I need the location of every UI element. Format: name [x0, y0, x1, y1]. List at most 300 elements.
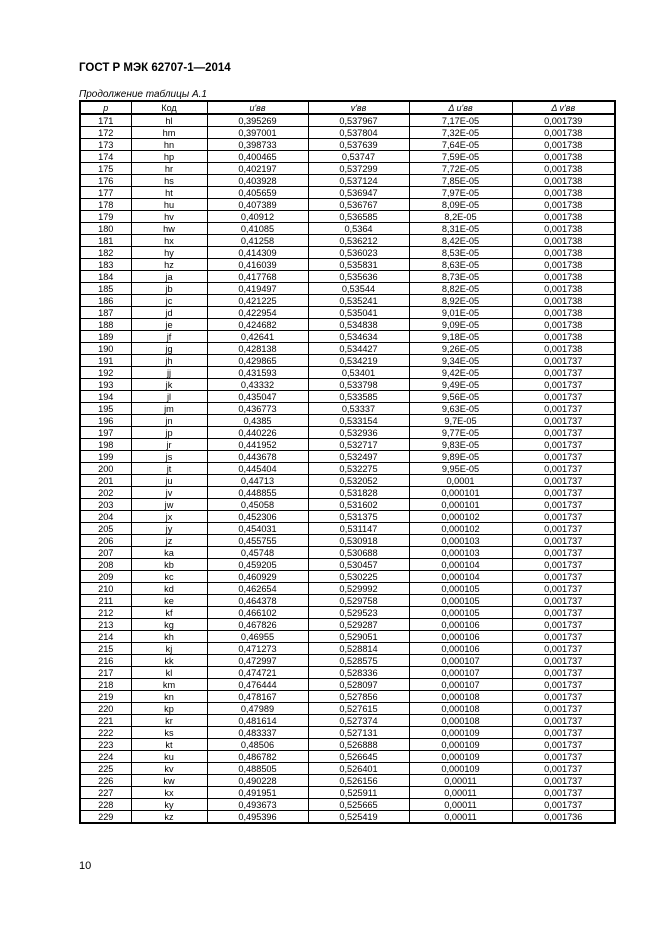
cell-delta-u: 0,000104	[409, 571, 512, 583]
cell-delta-v: 0,001738	[512, 307, 615, 319]
cell-delta-v: 0,001738	[512, 139, 615, 151]
table-row	[80, 259, 615, 271]
table-row	[80, 703, 615, 715]
column-header-v: v'вв	[308, 101, 409, 114]
cell-u: 0,46955	[207, 631, 308, 643]
table-row	[80, 355, 615, 367]
cell-p: 206	[80, 535, 131, 547]
cell-p: 217	[80, 667, 131, 679]
cell-u: 0,416039	[207, 259, 308, 271]
cell-u: 0,429865	[207, 355, 308, 367]
cell-code: kr	[131, 715, 207, 727]
cell-delta-v: 0,001737	[512, 475, 615, 487]
cell-code: kb	[131, 559, 207, 571]
cell-u: 0,417768	[207, 271, 308, 283]
cell-code: jl	[131, 391, 207, 403]
cell-v: 0,530918	[308, 535, 409, 547]
cell-code: ja	[131, 271, 207, 283]
cell-p: 179	[80, 211, 131, 223]
cell-delta-u: 9,83E-05	[409, 439, 512, 451]
cell-delta-u: 0,000103	[409, 547, 512, 559]
table-row	[80, 187, 615, 199]
cell-delta-v: 0,001738	[512, 319, 615, 331]
cell-code: kk	[131, 655, 207, 667]
cell-p: 203	[80, 499, 131, 511]
cell-p: 207	[80, 547, 131, 559]
table-row	[80, 139, 615, 151]
table-row	[80, 463, 615, 475]
cell-u: 0,493673	[207, 799, 308, 811]
cell-u: 0,490228	[207, 775, 308, 787]
cell-delta-u: 0,000107	[409, 655, 512, 667]
table-row	[80, 499, 615, 511]
cell-delta-u: 9,77E-05	[409, 427, 512, 439]
cell-code: kz	[131, 811, 207, 824]
cell-u: 0,45748	[207, 547, 308, 559]
cell-u: 0,395269	[207, 114, 308, 127]
table-row	[80, 559, 615, 571]
cell-p: 178	[80, 199, 131, 211]
cell-u: 0,397001	[207, 127, 308, 139]
cell-v: 0,530688	[308, 547, 409, 559]
cell-code: kf	[131, 607, 207, 619]
cell-delta-u: 0,000109	[409, 751, 512, 763]
cell-p: 192	[80, 367, 131, 379]
cell-u: 0,403928	[207, 175, 308, 187]
cell-v: 0,525665	[308, 799, 409, 811]
cell-delta-u: 7,72E-05	[409, 163, 512, 175]
cell-v: 0,531602	[308, 499, 409, 511]
cell-u: 0,454031	[207, 523, 308, 535]
table-row	[80, 379, 615, 391]
cell-code: jp	[131, 427, 207, 439]
cell-delta-u: 9,26E-05	[409, 343, 512, 355]
cell-u: 0,40912	[207, 211, 308, 223]
cell-code: hs	[131, 175, 207, 187]
cell-p: 210	[80, 583, 131, 595]
page-number: 10	[79, 860, 92, 872]
table-row	[80, 487, 615, 499]
cell-delta-u: 0,000103	[409, 535, 512, 547]
cell-delta-u: 9,89E-05	[409, 451, 512, 463]
cell-code: hv	[131, 211, 207, 223]
cell-v: 0,536947	[308, 187, 409, 199]
cell-u: 0,407389	[207, 199, 308, 211]
cell-p: 189	[80, 331, 131, 343]
cell-u: 0,474721	[207, 667, 308, 679]
cell-v: 0,526645	[308, 751, 409, 763]
cell-p: 171	[80, 114, 131, 127]
cell-v: 0,53747	[308, 151, 409, 163]
cell-delta-v: 0,001737	[512, 763, 615, 775]
cell-p: 185	[80, 283, 131, 295]
cell-code: kg	[131, 619, 207, 631]
cell-delta-v: 0,001737	[512, 751, 615, 763]
table-row	[80, 271, 615, 283]
cell-code: kw	[131, 775, 207, 787]
cell-u: 0,459205	[207, 559, 308, 571]
cell-delta-u: 8,82E-05	[409, 283, 512, 295]
cell-code: ju	[131, 475, 207, 487]
cell-u: 0,48506	[207, 739, 308, 751]
cell-code: ke	[131, 595, 207, 607]
cell-p: 212	[80, 607, 131, 619]
cell-v: 0,533154	[308, 415, 409, 427]
cell-delta-v: 0,001737	[512, 535, 615, 547]
table-row	[80, 247, 615, 259]
cell-u: 0,436773	[207, 403, 308, 415]
table-row	[80, 343, 615, 355]
cell-code: hr	[131, 163, 207, 175]
cell-p: 184	[80, 271, 131, 283]
cell-code: kt	[131, 739, 207, 751]
cell-u: 0,421225	[207, 295, 308, 307]
table-row	[80, 427, 615, 439]
cell-delta-v: 0,001737	[512, 487, 615, 499]
cell-p: 214	[80, 631, 131, 643]
cell-p: 182	[80, 247, 131, 259]
cell-delta-v: 0,001737	[512, 367, 615, 379]
cell-p: 222	[80, 727, 131, 739]
cell-code: kl	[131, 667, 207, 679]
cell-p: 197	[80, 427, 131, 439]
cell-delta-v: 0,001737	[512, 415, 615, 427]
cell-code: kd	[131, 583, 207, 595]
cell-p: 177	[80, 187, 131, 199]
cell-code: ka	[131, 547, 207, 559]
cell-u: 0,42641	[207, 331, 308, 343]
cell-delta-v: 0,001737	[512, 715, 615, 727]
cell-code: jv	[131, 487, 207, 499]
table-row	[80, 763, 615, 775]
table-row	[80, 691, 615, 703]
cell-delta-u: 9,63E-05	[409, 403, 512, 415]
cell-delta-u: 8,42E-05	[409, 235, 512, 247]
cell-delta-u: 0,000109	[409, 763, 512, 775]
cell-delta-u: 0,000107	[409, 679, 512, 691]
table-row	[80, 211, 615, 223]
cell-delta-u: 0,000101	[409, 499, 512, 511]
cell-delta-v: 0,001738	[512, 283, 615, 295]
cell-v: 0,534634	[308, 331, 409, 343]
cell-delta-u: 0,000105	[409, 607, 512, 619]
cell-u: 0,4385	[207, 415, 308, 427]
cell-delta-v: 0,001737	[512, 667, 615, 679]
cell-v: 0,534427	[308, 343, 409, 355]
cell-delta-v: 0,001737	[512, 499, 615, 511]
cell-delta-u: 0,000109	[409, 727, 512, 739]
cell-delta-v: 0,001737	[512, 523, 615, 535]
cell-code: jx	[131, 511, 207, 523]
cell-p: 173	[80, 139, 131, 151]
cell-u: 0,443678	[207, 451, 308, 463]
cell-p: 188	[80, 319, 131, 331]
cell-v: 0,534219	[308, 355, 409, 367]
cell-delta-v: 0,001737	[512, 559, 615, 571]
cell-u: 0,398733	[207, 139, 308, 151]
table-row	[80, 295, 615, 307]
cell-p: 191	[80, 355, 131, 367]
cell-v: 0,532717	[308, 439, 409, 451]
cell-v: 0,535831	[308, 259, 409, 271]
cell-v: 0,526401	[308, 763, 409, 775]
cell-v: 0,536585	[308, 211, 409, 223]
cell-p: 221	[80, 715, 131, 727]
cell-code: jd	[131, 307, 207, 319]
table-row	[80, 751, 615, 763]
cell-delta-u: 0,000105	[409, 595, 512, 607]
cell-u: 0,462654	[207, 583, 308, 595]
cell-p: 208	[80, 559, 131, 571]
cell-u: 0,428138	[207, 343, 308, 355]
cell-u: 0,460929	[207, 571, 308, 583]
cell-delta-v: 0,001738	[512, 271, 615, 283]
cell-delta-v: 0,001737	[512, 679, 615, 691]
cell-delta-v: 0,001737	[512, 547, 615, 559]
document-header: ГОСТ Р МЭК 62707-1—2014	[79, 62, 231, 74]
cell-delta-u: 0,000107	[409, 667, 512, 679]
cell-delta-v: 0,001737	[512, 451, 615, 463]
cell-v: 0,537124	[308, 175, 409, 187]
cell-v: 0,526156	[308, 775, 409, 787]
cell-u: 0,441952	[207, 439, 308, 451]
cell-u: 0,445404	[207, 463, 308, 475]
cell-v: 0,531147	[308, 523, 409, 535]
cell-delta-u: 8,63E-05	[409, 259, 512, 271]
cell-p: 199	[80, 451, 131, 463]
cell-u: 0,400465	[207, 151, 308, 163]
cell-u: 0,452306	[207, 511, 308, 523]
cell-code: jk	[131, 379, 207, 391]
table-row	[80, 175, 615, 187]
table-row	[80, 727, 615, 739]
cell-u: 0,431593	[207, 367, 308, 379]
cell-v: 0,532052	[308, 475, 409, 487]
cell-delta-v: 0,001737	[512, 571, 615, 583]
cell-u: 0,448855	[207, 487, 308, 499]
table-row	[80, 511, 615, 523]
cell-u: 0,41085	[207, 223, 308, 235]
cell-u: 0,472997	[207, 655, 308, 667]
cell-v: 0,528336	[308, 667, 409, 679]
cell-delta-v: 0,001737	[512, 511, 615, 523]
cell-delta-u: 8,73E-05	[409, 271, 512, 283]
column-header-code: Код	[131, 101, 207, 114]
table-row	[80, 799, 615, 811]
cell-delta-v: 0,001737	[512, 643, 615, 655]
cell-delta-u: 0,000108	[409, 703, 512, 715]
table-row	[80, 223, 615, 235]
cell-code: km	[131, 679, 207, 691]
cell-delta-v: 0,001737	[512, 439, 615, 451]
cell-code: jj	[131, 367, 207, 379]
cell-delta-u: 8,09E-05	[409, 199, 512, 211]
cell-code: kj	[131, 643, 207, 655]
cell-v: 0,527856	[308, 691, 409, 703]
cell-delta-v: 0,001737	[512, 463, 615, 475]
cell-delta-u: 0,000105	[409, 583, 512, 595]
cell-delta-u: 9,18E-05	[409, 331, 512, 343]
cell-v: 0,536212	[308, 235, 409, 247]
cell-u: 0,495396	[207, 811, 308, 824]
cell-v: 0,5364	[308, 223, 409, 235]
table-row	[80, 715, 615, 727]
cell-u: 0,402197	[207, 163, 308, 175]
cell-delta-v: 0,001737	[512, 727, 615, 739]
cell-code: jy	[131, 523, 207, 535]
cell-v: 0,532275	[308, 463, 409, 475]
cell-v: 0,529287	[308, 619, 409, 631]
cell-code: hu	[131, 199, 207, 211]
cell-code: ku	[131, 751, 207, 763]
cell-delta-v: 0,001737	[512, 355, 615, 367]
cell-u: 0,481614	[207, 715, 308, 727]
cell-p: 215	[80, 643, 131, 655]
cell-p: 174	[80, 151, 131, 163]
cell-code: hp	[131, 151, 207, 163]
cell-delta-v: 0,001737	[512, 391, 615, 403]
cell-code: jc	[131, 295, 207, 307]
cell-p: 218	[80, 679, 131, 691]
cell-u: 0,478167	[207, 691, 308, 703]
table-row	[80, 403, 615, 415]
cell-p: 226	[80, 775, 131, 787]
cell-u: 0,419497	[207, 283, 308, 295]
cell-code: kn	[131, 691, 207, 703]
table-row	[80, 655, 615, 667]
cell-code: jg	[131, 343, 207, 355]
cell-p: 223	[80, 739, 131, 751]
cell-delta-u: 7,59E-05	[409, 151, 512, 163]
table-row	[80, 583, 615, 595]
column-header-delta-v: Δ v'вв	[512, 101, 615, 114]
cell-code: kp	[131, 703, 207, 715]
cell-code: jt	[131, 463, 207, 475]
cell-v: 0,527374	[308, 715, 409, 727]
cell-v: 0,528097	[308, 679, 409, 691]
cell-delta-v: 0,001738	[512, 259, 615, 271]
cell-delta-v: 0,001738	[512, 187, 615, 199]
cell-delta-v: 0,001737	[512, 739, 615, 751]
cell-code: jh	[131, 355, 207, 367]
table-row	[80, 151, 615, 163]
cell-p: 209	[80, 571, 131, 583]
cell-delta-u: 7,97E-05	[409, 187, 512, 199]
cell-v: 0,533798	[308, 379, 409, 391]
cell-p: 186	[80, 295, 131, 307]
cell-p: 194	[80, 391, 131, 403]
cell-code: kh	[131, 631, 207, 643]
table-row	[80, 319, 615, 331]
cell-delta-u: 9,95E-05	[409, 463, 512, 475]
cell-code: kc	[131, 571, 207, 583]
cell-v: 0,53337	[308, 403, 409, 415]
table-row	[80, 439, 615, 451]
cell-code: hz	[131, 259, 207, 271]
cell-delta-v: 0,001737	[512, 619, 615, 631]
cell-u: 0,440226	[207, 427, 308, 439]
cell-p: 229	[80, 811, 131, 824]
cell-code: hm	[131, 127, 207, 139]
cell-delta-v: 0,001738	[512, 175, 615, 187]
cell-code: jn	[131, 415, 207, 427]
cell-v: 0,529758	[308, 595, 409, 607]
cell-u: 0,405659	[207, 187, 308, 199]
cell-p: 211	[80, 595, 131, 607]
cell-delta-u: 8,2E-05	[409, 211, 512, 223]
cell-delta-v: 0,001737	[512, 583, 615, 595]
cell-code: hy	[131, 247, 207, 259]
cell-v: 0,53544	[308, 283, 409, 295]
cell-code: js	[131, 451, 207, 463]
cell-code: jw	[131, 499, 207, 511]
cell-code: hn	[131, 139, 207, 151]
cell-u: 0,464378	[207, 595, 308, 607]
cell-code: je	[131, 319, 207, 331]
cell-v: 0,525419	[308, 811, 409, 824]
table-row	[80, 163, 615, 175]
table-row	[80, 114, 615, 127]
table-row	[80, 199, 615, 211]
table-row	[80, 571, 615, 583]
cell-delta-v: 0,001737	[512, 631, 615, 643]
table-row	[80, 619, 615, 631]
cell-code: ks	[131, 727, 207, 739]
cell-code: kx	[131, 787, 207, 799]
cell-v: 0,536767	[308, 199, 409, 211]
cell-delta-v: 0,001738	[512, 223, 615, 235]
table-row	[80, 547, 615, 559]
cell-delta-v: 0,001737	[512, 775, 615, 787]
cell-delta-u: 0,00011	[409, 787, 512, 799]
cell-p: 195	[80, 403, 131, 415]
cell-delta-u: 7,85E-05	[409, 175, 512, 187]
cell-v: 0,53401	[308, 367, 409, 379]
cell-u: 0,45058	[207, 499, 308, 511]
cell-u: 0,44713	[207, 475, 308, 487]
cell-delta-u: 0,00011	[409, 775, 512, 787]
cell-p: 205	[80, 523, 131, 535]
table-row	[80, 643, 615, 655]
column-header-delta-u: Δ u'вв	[409, 101, 512, 114]
cell-p: 175	[80, 163, 131, 175]
cell-u: 0,455755	[207, 535, 308, 547]
table-row	[80, 331, 615, 343]
cell-p: 204	[80, 511, 131, 523]
cell-delta-u: 7,32E-05	[409, 127, 512, 139]
cell-p: 200	[80, 463, 131, 475]
cell-delta-u: 0,0001	[409, 475, 512, 487]
table-row	[80, 415, 615, 427]
cell-p: 176	[80, 175, 131, 187]
cell-v: 0,530225	[308, 571, 409, 583]
cell-code: hl	[131, 114, 207, 127]
cell-p: 225	[80, 763, 131, 775]
cell-p: 193	[80, 379, 131, 391]
table-row	[80, 775, 615, 787]
cell-p: 227	[80, 787, 131, 799]
cell-v: 0,528575	[308, 655, 409, 667]
cell-code: jf	[131, 331, 207, 343]
cell-u: 0,488505	[207, 763, 308, 775]
cell-delta-v: 0,001736	[512, 811, 615, 824]
cell-u: 0,467826	[207, 619, 308, 631]
cell-delta-u: 0,00011	[409, 811, 512, 824]
cell-p: 216	[80, 655, 131, 667]
cell-delta-v: 0,001737	[512, 655, 615, 667]
table-row	[80, 787, 615, 799]
cell-v: 0,532497	[308, 451, 409, 463]
